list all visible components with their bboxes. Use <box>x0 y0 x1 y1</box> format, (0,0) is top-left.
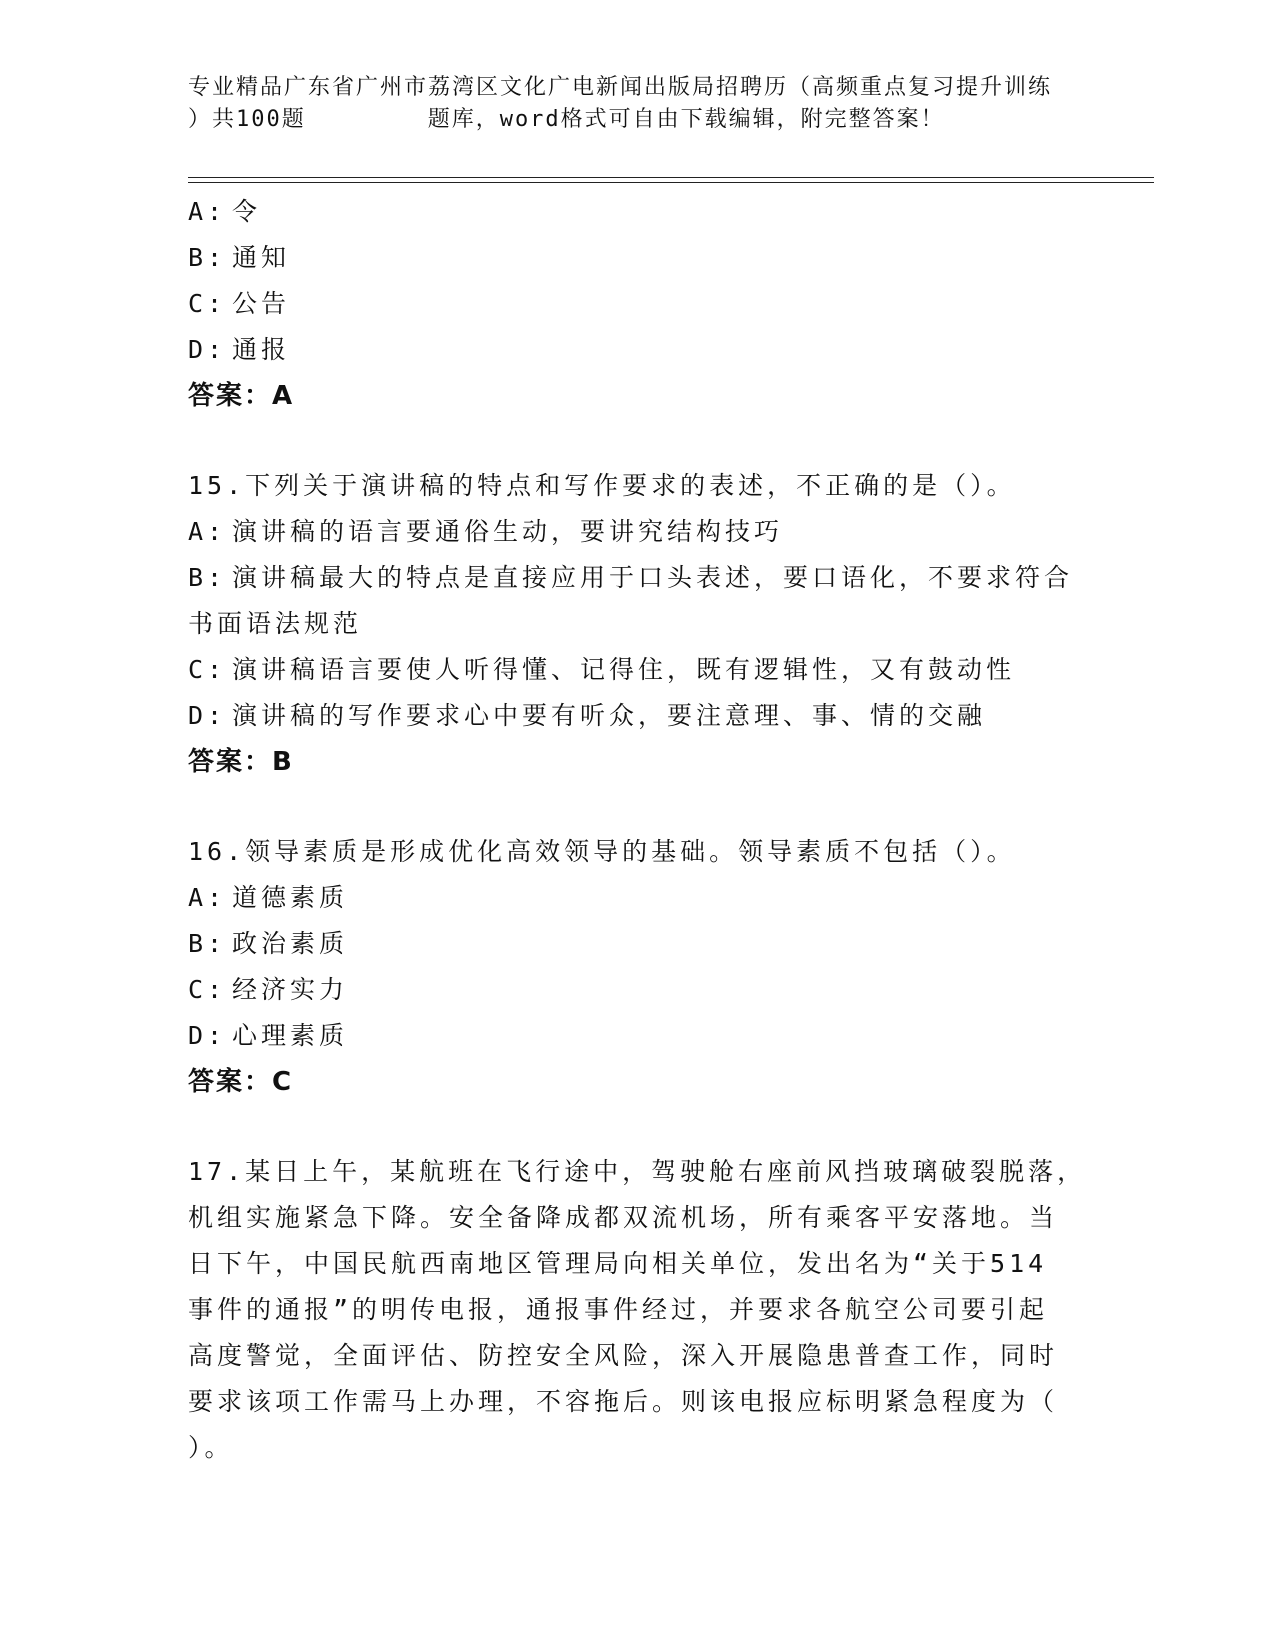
option-text: 政治素质 <box>232 929 349 958</box>
question-stem-line: 高度警觉，全面评估、防控安全风险，深入开展隐患普查工作，同时 <box>188 1341 1059 1370</box>
option-label: C: <box>188 655 227 684</box>
option-a <box>188 875 1088 921</box>
option-b <box>188 555 1088 601</box>
option-a <box>188 509 1088 555</box>
document-body <box>188 189 1088 1471</box>
option-b <box>188 921 1088 967</box>
option-label: B: <box>188 563 227 592</box>
header-line-1: 专业精品广东省广州市荔湾区文化广电新闻出版局招聘历（高频重点复习提升训练 <box>188 75 1053 100</box>
option-text: 演讲稿语言要使人听得懂、记得住，既有逻辑性，又有鼓动性 <box>232 655 1016 684</box>
option-c <box>188 967 1088 1013</box>
option-d <box>188 693 1088 739</box>
answer-line: 答案：A <box>188 381 295 411</box>
question-15 <box>188 463 1088 785</box>
option-label: A: <box>188 197 227 226</box>
option-text: 演讲稿的语言要通俗生动，要讲究结构技巧 <box>232 517 784 546</box>
question-stem-line: ）。 <box>188 1433 234 1462</box>
option-d <box>188 327 1088 373</box>
option-label: B: <box>188 929 227 958</box>
option-text: 公告 <box>232 289 291 318</box>
option-label: D: <box>188 1021 227 1050</box>
option-label: D: <box>188 701 227 730</box>
answer-line: 答案：B <box>188 747 294 777</box>
question-14 <box>188 189 1088 419</box>
option-d <box>188 1013 1088 1059</box>
question-stem: 15.下列关于演讲稿的特点和写作要求的表述，不正确的是（）。 <box>188 471 1016 500</box>
question-stem: 16.领导素质是形成优化高效领导的基础。领导素质不包括（）。 <box>188 837 1016 866</box>
question-stem-line: 要求该项工作需马上办理，不容拖后。则该电报应标明紧急程度为（ <box>188 1387 1059 1416</box>
question-stem-line: 日下午，中国民航西南地区管理局向相关单位，发出名为“关于514 <box>188 1249 1048 1278</box>
option-label: C: <box>188 975 227 1004</box>
header-line-2: ）共100题 题库，word格式可自由下载编辑，附完整答案！ <box>188 107 945 132</box>
header-divider-top <box>188 177 1154 178</box>
option-text: 道德素质 <box>232 883 349 912</box>
option-b-continuation: 书面语法规范 <box>188 609 363 638</box>
option-text: 演讲稿最大的特点是直接应用于口头表述，要口语化，不要求符合 <box>232 563 1074 592</box>
question-16 <box>188 829 1088 1105</box>
option-text: 令 <box>232 197 262 226</box>
option-text: 演讲稿的写作要求心中要有听众，要注意理、事、情的交融 <box>232 701 987 730</box>
option-text: 心理素质 <box>232 1021 349 1050</box>
document-header <box>188 72 1088 136</box>
question-17 <box>188 1149 1088 1471</box>
question-stem-line: 机组实施紧急下降。安全备降成都双流机场，所有乘客平安落地。当 <box>188 1203 1059 1232</box>
question-stem-line: 17.某日上午，某航班在飞行途中，驾驶舱右座前风挡玻璃破裂脱落， <box>188 1157 1087 1186</box>
option-c <box>188 647 1088 693</box>
option-a <box>188 189 1088 235</box>
option-b <box>188 235 1088 281</box>
option-label: B: <box>188 243 227 272</box>
option-text: 通知 <box>232 243 291 272</box>
option-text: 经济实力 <box>232 975 349 1004</box>
option-label: C: <box>188 289 227 318</box>
option-label: D: <box>188 335 227 364</box>
question-stem-line: 事件的通报”的明传电报，通报事件经过，并要求各航空公司要引起 <box>188 1295 1049 1324</box>
answer-line: 答案：C <box>188 1067 294 1097</box>
header-divider-bottom <box>188 182 1154 183</box>
option-text: 通报 <box>232 335 291 364</box>
option-c <box>188 281 1088 327</box>
option-label: A: <box>188 883 227 912</box>
option-label: A: <box>188 517 227 546</box>
